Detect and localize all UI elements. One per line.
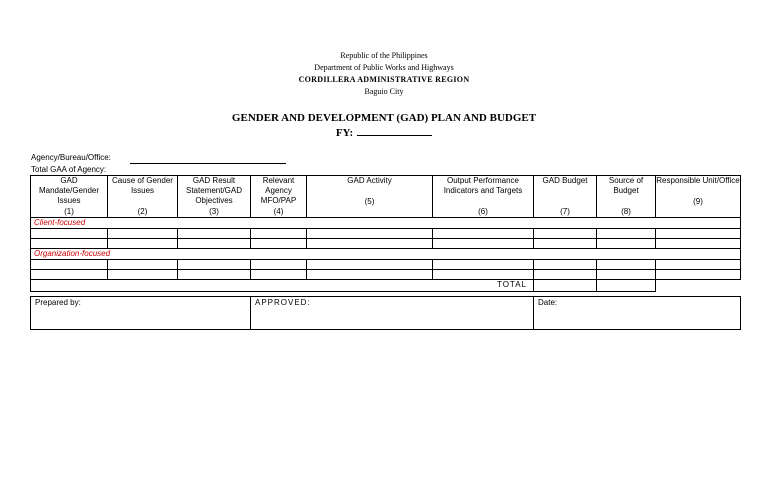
fy-blank-line[interactable] bbox=[357, 126, 432, 136]
agency-input-line[interactable] bbox=[130, 163, 286, 164]
approved-label: APPROVED: bbox=[255, 298, 311, 307]
date-label: Date: bbox=[538, 298, 558, 307]
section-row-client bbox=[31, 218, 741, 229]
section-label-organization: Organization-focused bbox=[31, 249, 741, 260]
col-header-gad-budget: GAD Budget (7) bbox=[534, 176, 597, 218]
total-blank-cell bbox=[656, 280, 741, 292]
col-header-result-statement: GAD Result Statement/GAD Objectives (3) bbox=[178, 176, 251, 218]
table-row bbox=[31, 260, 741, 270]
col-header-gad-mandate: GAD Mandate/Gender Issues (1) bbox=[31, 176, 108, 218]
document-title: GENDER AND DEVELOPMENT (GAD) PLAN AND BUDGET bbox=[231, 112, 537, 124]
table-row bbox=[31, 270, 741, 280]
section-row-organization bbox=[31, 249, 741, 260]
header-region: CORDILLERA ADMINISTRATIVE REGION bbox=[298, 75, 470, 84]
gad-plan-table bbox=[30, 175, 741, 292]
fy-label: FY: bbox=[335, 127, 354, 139]
col-header-gad-activity: GAD Activity (5) bbox=[307, 176, 433, 218]
prepared-by-field[interactable] bbox=[31, 297, 251, 330]
signature-block bbox=[30, 296, 741, 330]
table-header-row bbox=[31, 176, 741, 218]
prepared-by-label: Prepared by: bbox=[35, 298, 81, 307]
agency-label: Agency/Bureau/Office: bbox=[31, 153, 111, 162]
table-row bbox=[31, 229, 741, 239]
approved-field[interactable] bbox=[251, 297, 534, 330]
total-label: TOTAL bbox=[31, 280, 534, 292]
col-header-mfo-pap: Relevant Agency MFO/PAP (4) bbox=[251, 176, 307, 218]
total-gaa-label: Total GAA of Agency: bbox=[31, 165, 107, 174]
total-gad-budget-cell[interactable] bbox=[534, 280, 597, 292]
header-city: Baguio City bbox=[364, 87, 404, 96]
table-row bbox=[31, 239, 741, 249]
total-row bbox=[31, 280, 741, 292]
header-department: Department of Public Works and Highways bbox=[314, 63, 454, 72]
header-republic: Republic of the Philippines bbox=[340, 51, 428, 60]
col-header-responsible-unit: Responsible Unit/Office (9) bbox=[656, 176, 741, 218]
section-label-client: Client-focused bbox=[31, 218, 741, 229]
fiscal-year bbox=[0, 126, 768, 139]
col-header-source-budget: Source of Budget (8) bbox=[597, 176, 656, 218]
col-header-cause: Cause of Gender Issues (2) bbox=[108, 176, 178, 218]
total-source-cell[interactable] bbox=[597, 280, 656, 292]
col-header-output-indicators: Output Performance Indicators and Targets (6) bbox=[433, 176, 534, 218]
date-field[interactable] bbox=[534, 297, 741, 330]
